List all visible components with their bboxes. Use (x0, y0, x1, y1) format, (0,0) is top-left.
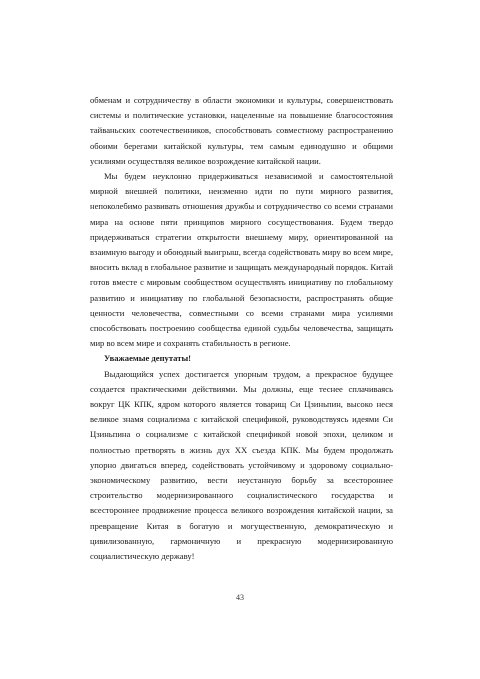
page-number: 43 (236, 593, 244, 602)
paragraph-continuation: обменам и сотрудничеству в области экономики и культуры, совершенствовать системы и политические установки, нацеленные на повышение благосостояния тайваньских соотечественников, способствовать совместному распространению обоими берегами китайской культуры, тем самым единодушно и общими усилиями осуществляя великое возрождение китайской нации. (90, 95, 393, 166)
section-heading: Уважаемые депутаты! (104, 353, 192, 364)
document-page (90, 93, 393, 564)
paragraph-closing: Выдающийся успех достигается упорным трудом, а прекрасное будущее создается практическими действиями. Мы должны, еще теснее сплачиваясь вокруг ЦК КПК, ядром которого является товарищ Си Цзиньпин, высоко неся великое знамя социализма с китайской спецификой, руководствуясь идеями Си Цзиньпина о социализме с китайской спецификой новой эпохи, целиком и полностью претворять в жизнь дух XX съезда КПК. Мы будем продолжать упорно двигаться вперед, содействовать устойчивому и здоровому социально-экономическому развитию, вести неустанную борьбу за всестороннее строительство модернизированного социалистического государства и всестороннее продвижение процесса великого возрождения китайской нации, за превращение Китая в богатую и могущественную, демократическую и цивилизованную, гармоничную и прекрасную модернизированную социалистическую державу! (90, 368, 393, 562)
paragraph-peace-policy: Мы будем неуклонно придерживаться независимой и самостоятельной мирной внешней политики, неизменно идти по пути мирного развития, непоколебимо развивать отношения дружбы и сотрудничество со всеми странами мира на основе пяти принципов мирного сосуществования. Будем твердо придерживаться стратегии открытости внешнему миру, ориентированной на взаимную выгоду и обоюдный выигрыш, всегда содействовать миру во всем мире, вносить вклад в глобальное развитие и защищать международный порядок. Китай готов вместе с мировым сообществом осуществлять инициативу по глобальному развитию и инициативу по глобальной безопасности, распространять общие ценности человечества, совместными со всеми странами мира усилиями способствовать построению сообщества единой судьбы человечества, защищать мир во всем мире и сохранять стабильность в регионе. (90, 171, 393, 349)
